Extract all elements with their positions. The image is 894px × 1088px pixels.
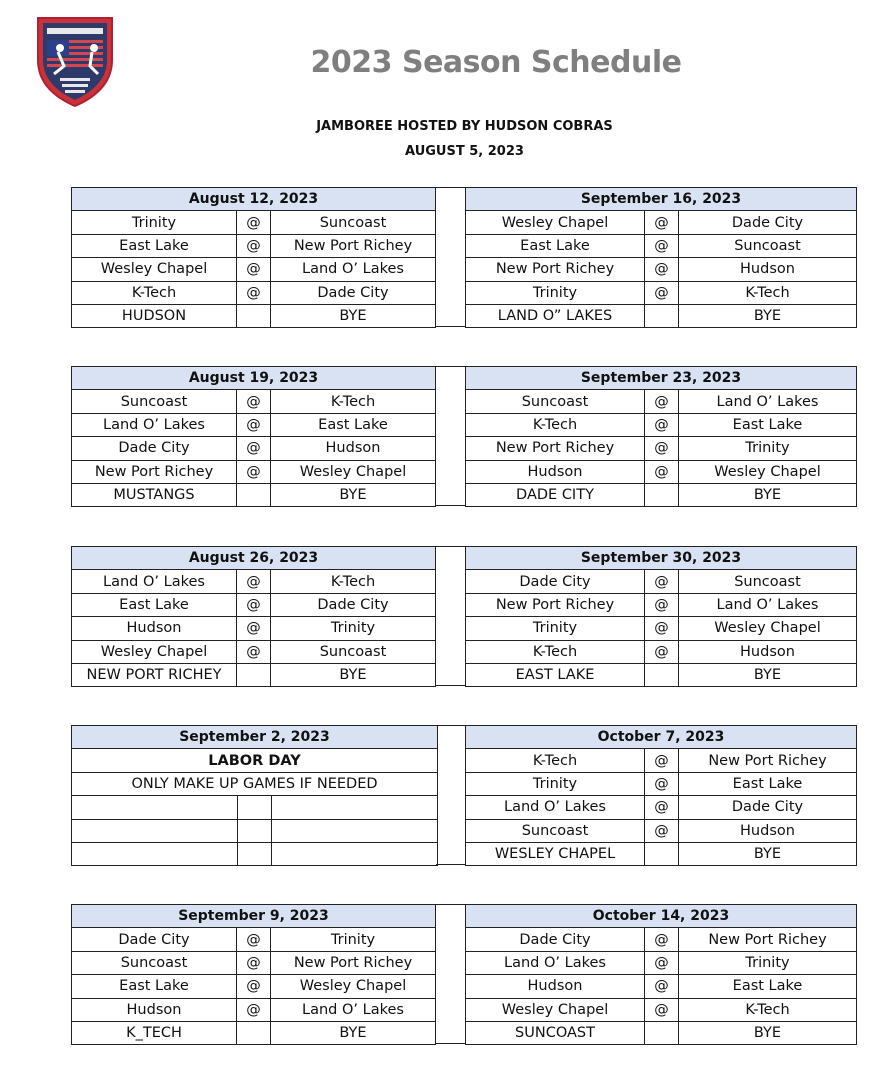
home-team: Wesley Chapel [271,460,436,483]
week-table [465,546,857,687]
away-team: HUDSON [72,304,237,327]
game-row [72,413,436,436]
at-separator: @ [237,234,271,257]
game-row [466,437,857,460]
spacer-column [436,546,465,686]
home-team: Dade City [271,593,436,616]
home-team: K-Tech [679,998,857,1021]
game-row [466,617,857,640]
at-separator [645,663,679,686]
game-row [466,483,857,506]
away-team: Hudson [466,460,645,483]
at-separator: @ [237,460,271,483]
game-row [72,211,436,234]
at-separator [645,304,679,327]
at-separator [237,663,271,686]
week-table [71,187,436,328]
home-team: BYE [271,1021,436,1044]
week-table [71,366,436,507]
home-team: East Lake [679,413,857,436]
week-date-header: September 16, 2023 [466,188,857,211]
at-separator: @ [237,998,271,1021]
home-team: New Port Richey [271,234,436,257]
game-row [466,593,857,616]
game-row [466,928,857,951]
empty-cell [272,842,438,865]
away-team: EAST LAKE [466,663,645,686]
away-team: Dade City [72,928,237,951]
home-team: K-Tech [271,570,436,593]
at-separator: @ [237,617,271,640]
week-date-header: September 2, 2023 [72,726,438,749]
at-separator: @ [237,413,271,436]
home-team: K-Tech [271,390,436,413]
game-row [72,975,436,998]
at-separator: @ [237,640,271,663]
game-row [466,749,857,772]
game-row [466,570,857,593]
home-team: New Port Richey [679,749,857,772]
home-team: Suncoast [679,570,857,593]
game-row [72,390,436,413]
game-row [466,304,857,327]
home-team: Land O’ Lakes [271,258,436,281]
week-date-header: October 7, 2023 [466,726,857,749]
at-separator: @ [645,593,679,616]
game-row [466,796,857,819]
week-table [465,366,857,507]
holiday-label: LABOR DAY [72,749,438,772]
home-team: BYE [271,483,436,506]
game-row [466,998,857,1021]
away-team: Suncoast [72,390,237,413]
empty-row [72,796,438,819]
game-row [466,281,857,304]
home-team: Hudson [679,819,857,842]
jamboree-date: AUGUST 5, 2023 [405,144,524,159]
game-row [466,842,857,865]
at-separator: @ [645,796,679,819]
away-team: K-Tech [466,413,645,436]
game-row [72,951,436,974]
game-row [466,390,857,413]
empty-cell [272,796,438,819]
away-team: New Port Richey [466,437,645,460]
home-team: New Port Richey [679,928,857,951]
at-separator: @ [237,390,271,413]
week-date-header: September 9, 2023 [72,905,436,928]
spacer-column [436,904,465,1044]
home-team: Suncoast [271,640,436,663]
game-row [72,483,436,506]
away-team: Land O’ Lakes [72,570,237,593]
home-team: BYE [679,304,857,327]
away-team: Dade City [466,570,645,593]
away-team: Suncoast [466,819,645,842]
away-team: Wesley Chapel [72,640,237,663]
home-team: Dade City [679,796,857,819]
at-separator: @ [645,437,679,460]
game-row [466,975,857,998]
away-team: Hudson [72,998,237,1021]
game-row [72,258,436,281]
week-date-header: August 26, 2023 [72,547,436,570]
at-separator: @ [237,951,271,974]
at-separator: @ [645,617,679,640]
game-row [466,234,857,257]
away-team: LAND O” LAKES [466,304,645,327]
home-team: Land O’ Lakes [271,998,436,1021]
game-row [466,211,857,234]
at-separator: @ [237,975,271,998]
away-team: East Lake [466,234,645,257]
week-date-header: August 12, 2023 [72,188,436,211]
week-table [71,904,436,1045]
away-team: East Lake [72,234,237,257]
at-separator: @ [645,460,679,483]
at-separator: @ [645,390,679,413]
week-table [465,187,857,328]
empty-cell [237,819,271,842]
week-date-header: August 19, 2023 [72,367,436,390]
empty-row [72,842,438,865]
away-team: Land O’ Lakes [72,413,237,436]
week-table [465,904,857,1045]
empty-cell [237,842,271,865]
at-separator [237,483,271,506]
away-team: MUSTANGS [72,483,237,506]
away-team: Hudson [466,975,645,998]
home-team: New Port Richey [271,951,436,974]
away-team: East Lake [72,975,237,998]
away-team: Dade City [466,928,645,951]
away-team: Wesley Chapel [72,258,237,281]
away-team: SUNCOAST [466,1021,645,1044]
at-separator: @ [237,593,271,616]
at-separator: @ [237,928,271,951]
at-separator: @ [645,749,679,772]
away-team: New Port Richey [466,258,645,281]
empty-cell [72,796,238,819]
at-separator: @ [237,570,271,593]
at-separator: @ [645,975,679,998]
game-row [72,617,436,640]
at-separator: @ [237,437,271,460]
home-team: Wesley Chapel [679,617,857,640]
spacer-column [436,366,465,506]
away-team: Trinity [466,617,645,640]
away-team: DADE CITY [466,483,645,506]
week-table [71,546,436,687]
game-row [466,258,857,281]
game-row [466,663,857,686]
home-team: Trinity [271,617,436,640]
at-separator: @ [645,413,679,436]
game-row [466,1021,857,1044]
home-team: BYE [679,1021,857,1044]
empty-cell [237,796,271,819]
week-date-header: September 30, 2023 [466,547,857,570]
home-team: Trinity [271,928,436,951]
at-separator: @ [645,211,679,234]
home-team: BYE [679,842,857,865]
game-row [72,640,436,663]
at-separator [237,1021,271,1044]
at-separator: @ [237,258,271,281]
at-separator: @ [645,772,679,795]
away-team: Trinity [72,211,237,234]
home-team: Dade City [271,281,436,304]
home-team: BYE [679,483,857,506]
away-team: Suncoast [72,951,237,974]
empty-cell [72,819,238,842]
away-team: New Port Richey [466,593,645,616]
away-team: Trinity [466,772,645,795]
home-team: East Lake [679,772,857,795]
empty-row [72,819,438,842]
home-team: Trinity [679,951,857,974]
at-separator: @ [645,570,679,593]
at-separator: @ [645,640,679,663]
game-row [72,460,436,483]
away-team: Wesley Chapel [466,211,645,234]
home-team: Hudson [271,437,436,460]
home-team: BYE [271,663,436,686]
empty-cell [72,842,238,865]
game-row [72,1021,436,1044]
holiday-note: ONLY MAKE UP GAMES IF NEEDED [72,772,438,795]
spacer-column [436,187,465,327]
away-team: Dade City [72,437,237,460]
at-separator: @ [237,211,271,234]
away-team: K-Tech [72,281,237,304]
at-separator: @ [237,281,271,304]
home-team: K-Tech [679,281,857,304]
at-separator [645,483,679,506]
page-title: 2023 Season Schedule [310,45,682,80]
at-separator: @ [645,281,679,304]
away-team: Land O’ Lakes [466,796,645,819]
game-row [466,460,857,483]
jamboree-heading: JAMBOREE HOSTED BY HUDSON COBRAS [316,119,613,134]
game-row [72,998,436,1021]
at-separator [237,304,271,327]
at-separator [645,1021,679,1044]
home-team: Hudson [679,258,857,281]
week-table [71,725,438,866]
home-team: Wesley Chapel [271,975,436,998]
game-row [72,928,436,951]
empty-cell [272,819,438,842]
away-team: East Lake [72,593,237,616]
away-team: Hudson [72,617,237,640]
game-row [466,772,857,795]
week-date-header: September 23, 2023 [466,367,857,390]
game-row [466,951,857,974]
home-team: Trinity [679,437,857,460]
game-row [466,413,857,436]
away-team: K-Tech [466,640,645,663]
spacer-column [436,725,465,865]
away-team: New Port Richey [72,460,237,483]
game-row [72,234,436,257]
game-row [466,640,857,663]
home-team: Suncoast [679,234,857,257]
home-team: Land O’ Lakes [679,593,857,616]
away-team: WESLEY CHAPEL [466,842,645,865]
away-team: Trinity [466,281,645,304]
game-row [466,819,857,842]
week-table [465,725,857,866]
at-separator: @ [645,234,679,257]
at-separator [645,842,679,865]
at-separator: @ [645,998,679,1021]
game-row [72,281,436,304]
home-team: Wesley Chapel [679,460,857,483]
away-team: Wesley Chapel [466,998,645,1021]
home-team: Suncoast [271,211,436,234]
game-row [72,437,436,460]
home-team: Land O’ Lakes [679,390,857,413]
away-team: K-Tech [466,749,645,772]
home-team: Hudson [679,640,857,663]
game-row [72,304,436,327]
game-row [72,593,436,616]
at-separator: @ [645,258,679,281]
game-row [72,663,436,686]
home-team: Dade City [679,211,857,234]
home-team: East Lake [679,975,857,998]
home-team: BYE [271,304,436,327]
home-team: BYE [679,663,857,686]
home-team: East Lake [271,413,436,436]
week-date-header: October 14, 2023 [466,905,857,928]
away-team: K_TECH [72,1021,237,1044]
away-team: Suncoast [466,390,645,413]
at-separator: @ [645,928,679,951]
game-row [72,570,436,593]
away-team: Land O’ Lakes [466,951,645,974]
at-separator: @ [645,951,679,974]
at-separator: @ [645,819,679,842]
away-team: NEW PORT RICHEY [72,663,237,686]
